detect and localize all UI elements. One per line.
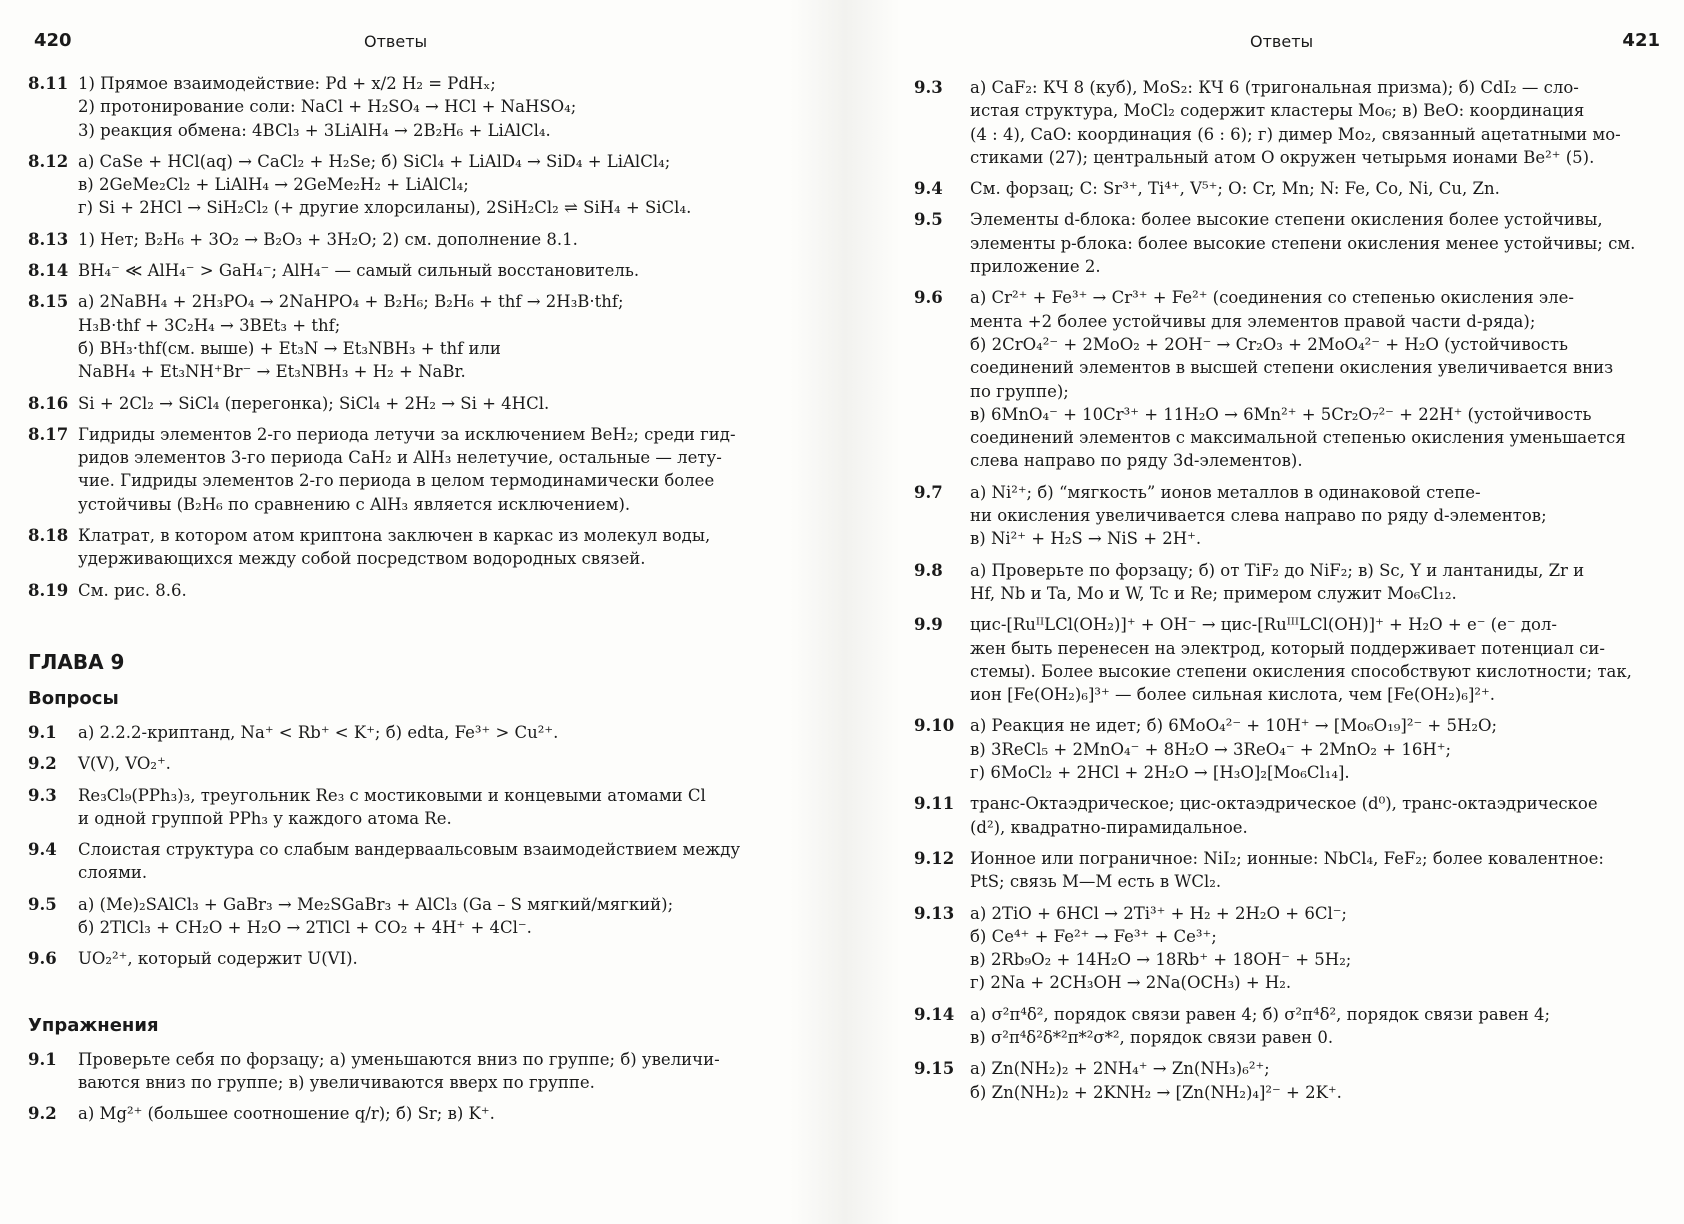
answer-text	[78, 838, 768, 885]
answer-number: 9.13	[914, 903, 955, 923]
right-page	[900, 0, 1680, 1224]
answer-line: Слоистая структура со слабым вандерваальсовым взаимодействием между	[78, 840, 741, 860]
answer-line: а) Cr²⁺ + Fe³⁺ → Cr³⁺ + Fe²⁺ (соединения со степенью окисления эле-	[970, 288, 1574, 308]
answer-number: 9.6	[914, 288, 943, 308]
answer-text	[78, 423, 768, 516]
answer-line: H₃B·thf + 3C₂H₄ → 3BEt₃ + thf;	[78, 315, 341, 335]
answer-line: слоями.	[78, 863, 148, 883]
answer-text	[970, 481, 1654, 551]
answer-text	[78, 947, 768, 970]
section-questions-heading: Вопросы	[28, 687, 119, 709]
answer-text	[78, 579, 768, 602]
answer-text	[78, 290, 768, 383]
answer-line: (d²), квадратно-пирамидальное.	[970, 817, 1248, 837]
answer-line: Проверьте себя по форзацу; а) уменьшаются вниз по группе; б) увеличи-	[78, 1049, 720, 1069]
answer-number: 9.12	[914, 848, 955, 868]
answer-item	[914, 177, 1654, 200]
answer-line: (4 : 4), CaO: координация (6 : 6); г) димер Mo₂, связанный ацетатными мо-	[970, 124, 1621, 144]
answer-number: 9.3	[914, 78, 943, 97]
answer-line: 3) реакция обмена: 4BCl₃ + 3LiAlH₄ → 2B₂H₆ + LiAlCl₄.	[78, 120, 551, 140]
answer-text	[970, 902, 1654, 995]
answer-number: 9.14	[914, 1004, 955, 1024]
answer-text	[970, 286, 1654, 472]
left-page-content	[28, 72, 768, 1134]
section-exercises-heading: Упражнения	[28, 1014, 159, 1036]
running-head: Ответы	[364, 32, 428, 51]
answer-line: в) 3ReCl₅ + 2MnO₄⁻ + 8H₂O → 3ReO₄⁻ + 2MnO₂ + 16H⁺;	[970, 739, 1451, 759]
answer-line: в) 2Rb₉O₂ + 14H₂O → 18Rb⁺ + 18OH⁻ + 5H₂;	[970, 950, 1352, 970]
answer-number: 9.7	[914, 482, 943, 502]
answer-text	[78, 259, 768, 282]
answer-item	[914, 559, 1654, 606]
answer-text	[970, 76, 1654, 169]
answer-item	[28, 72, 768, 142]
page-number: 420	[34, 30, 72, 51]
answer-line: ваются вниз по группе; в) увеличиваются вверх по группе.	[78, 1072, 595, 1092]
answer-item	[28, 259, 768, 282]
answer-number: 9.1	[28, 722, 57, 742]
answer-number: 8.11	[28, 74, 69, 93]
answer-line: в) Ni²⁺ + H₂S → NiS + 2H⁺.	[970, 529, 1202, 549]
answer-line: Ионное или пограничное: NiI₂; ионные: NbCl₄, FeF₂; более ковалентное:	[970, 848, 1604, 868]
answer-text	[78, 392, 768, 415]
chapter-title: ГЛАВА 9	[28, 649, 125, 674]
answer-item	[28, 752, 768, 775]
answer-text	[970, 177, 1654, 200]
answer-text	[78, 1048, 768, 1095]
answer-item	[28, 1048, 768, 1095]
right-page-content	[914, 76, 1654, 1112]
answer-line: а) CaSe + HCl(aq) → CaCl₂ + H₂Se; б) SiCl₄ + LiAlD₄ → SiD₄ + LiAlCl₄;	[78, 151, 671, 171]
answer-line: Si + 2Cl₂ → SiCl₄ (перегонка); SiCl₄ + 2H₂ → Si + 4HCl.	[78, 393, 550, 413]
answer-text	[970, 613, 1654, 706]
answer-line: чие. Гидриды элементов 2-го периода в целом термодинамически более	[78, 471, 715, 491]
answer-text	[78, 752, 768, 775]
answer-number: 9.5	[914, 210, 943, 230]
answer-item	[914, 1057, 1654, 1104]
answer-text	[78, 721, 768, 744]
answer-item	[28, 784, 768, 831]
answer-text	[78, 524, 768, 571]
answer-number: 9.4	[914, 179, 943, 199]
answer-item	[914, 481, 1654, 551]
answer-number: 8.13	[28, 229, 69, 249]
answer-text	[970, 208, 1654, 278]
answer-line: См. форзац; C: Sr³⁺, Ti⁴⁺, V⁵⁺; O: Cr, Mn; N: Fe, Co, Ni, Cu, Zn.	[970, 179, 1500, 199]
exercises-list	[28, 1048, 768, 1126]
answer-line: стемы). Более высокие степени окисления способствуют кислотности; так,	[970, 661, 1632, 681]
answer-line: и одной группой PPh₃ у каждого атома Re.	[78, 808, 452, 828]
answer-item	[914, 902, 1654, 995]
answer-text	[970, 1057, 1654, 1104]
answer-line: цис-[RuᴵᴵLCl(OH₂)]⁺ + OH⁻ → цис-[RuᴵᴵᴵLCl(OH)]⁺ + H₂O + e⁻ (e⁻ дол-	[970, 615, 1557, 635]
answer-line: а) Ni²⁺; б) “мягкость” ионов металлов в одинаковой степе-	[970, 482, 1481, 502]
answer-line: Элементы d-блока: более высокие степени окисления более устойчивы,	[970, 210, 1603, 230]
answer-line: соединений элементов с максимальной степенью окисления уменьшается	[970, 428, 1626, 448]
answers-chapter-9	[914, 76, 1654, 1104]
answer-number: 9.1	[28, 1049, 57, 1069]
answer-text	[970, 559, 1654, 606]
answer-number: 9.2	[28, 1104, 57, 1124]
answer-text	[78, 150, 768, 220]
answer-line: ни окисления увеличивается слева направо по ряду d-элементов;	[970, 506, 1547, 526]
page-number: 421	[1622, 30, 1660, 51]
answer-number: 8.18	[28, 526, 69, 546]
questions-list	[28, 721, 768, 971]
answer-item	[914, 286, 1654, 472]
answer-item	[28, 1102, 768, 1125]
answer-line: а) 2.2.2-криптанд, Na⁺ < Rb⁺ < K⁺; б) edta, Fe³⁺ > Cu²⁺.	[78, 722, 559, 742]
running-head: Ответы	[1250, 32, 1314, 51]
answer-line: в) 6MnO₄⁻ + 10Cr³⁺ + 11H₂O → 6Mn²⁺ + 5Cr₂O₇²⁻ + 22H⁺ (устойчивость	[970, 404, 1592, 424]
gutter-shadow	[790, 0, 900, 1224]
answer-line: г) Si + 2HCl → SiH₂Cl₂ (+ другие хлорсиланы), 2SiH₂Cl₂ ⇌ SiH₄ + SiCl₄.	[78, 198, 692, 218]
answer-line: Клатрат, в котором атом криптона заключен в каркас из молекул воды,	[78, 526, 711, 546]
answer-line: элементы p-блока: более высокие степени окисления менее устойчивы; см.	[970, 233, 1636, 253]
answer-line: жен быть перенесен на электрод, который поддерживает потенциал си-	[970, 638, 1605, 658]
answer-line: истая структура, MoCl₂ содержит кластеры Mo₆; в) BeO: координация	[970, 101, 1585, 121]
answer-line: стиками (27); центральный атом O окружен четырьмя ионами Be²⁺ (5).	[970, 147, 1595, 167]
answer-text	[970, 714, 1654, 784]
answer-line: 2) протонирование соли: NaCl + H₂SO₄ → HCl + NaHSO₄;	[78, 97, 577, 117]
answer-item	[914, 208, 1654, 278]
answer-number: 8.16	[28, 393, 69, 413]
answer-line: а) 2NaBH₄ + 2H₃PO₄ → 2NaHPO₄ + B₂H₆; B₂H₆ + thf → 2H₃B·thf;	[78, 292, 624, 312]
answer-text	[970, 1003, 1654, 1050]
answer-number: 9.11	[914, 794, 955, 814]
answer-text	[78, 784, 768, 831]
answer-line: удерживающихся между собой посредством водородных связей.	[78, 549, 646, 569]
answer-number: 8.17	[28, 424, 69, 444]
answer-line: б) Zn(NH₂)₂ + 2KNH₂ → [Zn(NH₂)₄]²⁻ + 2K⁺.	[970, 1082, 1342, 1102]
answer-item	[28, 947, 768, 970]
answer-line: 1) Нет; B₂H₆ + 3O₂ → B₂O₃ + 3H₂O; 2) см. дополнение 8.1.	[78, 229, 578, 249]
answer-item	[28, 893, 768, 940]
answer-number: 9.9	[914, 615, 943, 635]
answer-item	[28, 838, 768, 885]
answer-line: ион [Fe(OH₂)₆]³⁺ — более сильная кислота, чем [Fe(OH₂)₆]²⁺.	[970, 685, 1495, 705]
answer-line: б) Ce⁴⁺ + Fe²⁺ → Fe³⁺ + Ce³⁺;	[970, 926, 1217, 946]
answer-item	[914, 714, 1654, 784]
answer-item	[28, 423, 768, 516]
answer-line: а) Mg²⁺ (большее соотношение q/r); б) Sr; в) K⁺.	[78, 1104, 495, 1124]
answer-line: а) (Me)₂SAlCl₃ + GaBr₃ → Me₂SGaBr₃ + AlCl₃ (Ga – S мягкий/мягкий);	[78, 894, 674, 914]
answer-number: 8.12	[28, 151, 69, 171]
answer-line: устойчивы (B₂H₆ по сравнению с AlH₃ является исключением).	[78, 494, 631, 514]
answer-line: Hf, Nb и Ta, Mo и W, Tc и Re; примером служит Mo₆Cl₁₂.	[970, 583, 1457, 603]
answer-line: а) σ²π⁴δ², порядок связи равен 4; б) σ²π⁴δ², порядок связи равен 4;	[970, 1004, 1551, 1024]
answer-line: г) 2Na + 2CH₃OH → 2Na(OCH₃) + H₂.	[970, 973, 1292, 993]
answer-number: 9.8	[914, 560, 943, 580]
answer-line: в) σ²π⁴δ²δ*²π*²σ*², порядок связи равен 0.	[970, 1027, 1334, 1047]
answer-line: б) 2TlCl₃ + CH₂O + H₂O → 2TlCl + CO₂ + 4H⁺ + 4Cl⁻.	[78, 918, 532, 938]
answer-number: 8.14	[28, 261, 69, 281]
answer-text	[78, 228, 768, 251]
answer-line: а) 2TiO + 6HCl → 2Ti³⁺ + H₂ + 2H₂O + 6Cl⁻;	[970, 903, 1347, 923]
answer-item	[28, 228, 768, 251]
answer-number: 8.19	[28, 580, 69, 600]
answer-line: а) Zn(NH₂)₂ + 2NH₄⁺ → Zn(NH₃)₆²⁺;	[970, 1059, 1270, 1079]
answer-item	[28, 579, 768, 602]
answer-line: транс-Октаэдрическое; цис-октаэдрическое (d⁰), транс-октаэдрическое	[970, 794, 1598, 814]
answer-number: 9.3	[28, 785, 57, 805]
answer-text	[78, 1102, 768, 1125]
answer-number: 8.15	[28, 292, 69, 312]
answer-item	[28, 524, 768, 571]
left-page	[0, 0, 790, 1224]
answer-line: NaBH₄ + Et₃NH⁺Br⁻ → Et₃NBH₃ + H₂ + NaBr.	[78, 362, 466, 382]
answer-number: 9.10	[914, 716, 955, 736]
answer-number: 9.5	[28, 894, 57, 914]
answer-line: а) CaF₂: КЧ 8 (куб), MoS₂: КЧ 6 (тригональная призма); б) CdI₂ — сло-	[970, 78, 1579, 97]
answer-number: 9.6	[28, 949, 57, 969]
answer-item	[914, 792, 1654, 839]
answer-line: BH₄⁻ ≪ AlH₄⁻ > GaH₄⁻; AlH₄⁻ — самый сильный восстановитель.	[78, 261, 640, 281]
answer-line: приложение 2.	[970, 257, 1101, 277]
answer-text	[78, 72, 768, 142]
answer-number: 9.2	[28, 754, 57, 774]
answer-line: в) 2GeMe₂Cl₂ + LiAlH₄ → 2GeMe₂H₂ + LiAlCl₄;	[78, 175, 469, 195]
answer-number: 9.15	[914, 1059, 955, 1079]
answer-line: а) Проверьте по форзацу; б) от TiF₂ до NiF₂; в) Sc, Y и лантаниды, Zr и	[970, 560, 1585, 580]
answer-text	[970, 792, 1654, 839]
answer-item	[914, 847, 1654, 894]
answer-line: мента +2 более устойчивы для элементов правой части d-ряда);	[970, 311, 1536, 331]
answer-line: по группе);	[970, 381, 1069, 401]
answers-chapter-8	[28, 72, 768, 602]
answer-line: V(V), VO₂⁺.	[78, 754, 171, 774]
answer-line: UO₂²⁺, который содержит U(VI).	[78, 949, 358, 969]
answer-line: б) BH₃·thf(см. выше) + Et₃N → Et₃NBH₃ + thf или	[78, 338, 501, 358]
answer-line: а) Реакция не идет; б) 6MoO₄²⁻ + 10H⁺ → [Mo₆O₁₉]²⁻ + 5H₂O;	[970, 716, 1498, 736]
answer-line: слева направо по ряду 3d-элементов).	[970, 451, 1303, 471]
answer-item	[28, 290, 768, 383]
answer-line: Гидриды элементов 2-го периода летучи за исключением BeH₂; среди гид-	[78, 424, 736, 444]
answer-line: 1) Прямое взаимодействие: Pd + x/2 H₂ = PdHₓ;	[78, 74, 496, 93]
answer-line: PtS; связь M—M есть в WCl₂.	[970, 872, 1222, 892]
answer-item	[28, 392, 768, 415]
answer-item	[28, 721, 768, 744]
answer-line: г) 6MoCl₂ + 2HCl + 2H₂O → [H₃O]₂[Mo₆Cl₁₄].	[970, 763, 1350, 783]
answer-item	[914, 1003, 1654, 1050]
answer-text	[970, 847, 1654, 894]
answer-line: б) 2CrO₄²⁻ + 2MoO₂ + 2OH⁻ → Cr₂O₃ + 2MoO₄²⁻ + H₂O (устойчивость	[970, 334, 1569, 354]
answer-number: 9.4	[28, 840, 57, 860]
answer-line: Re₃Cl₉(PPh₃)₃, треугольник Re₃ с мостиковыми и концевыми атомами Cl	[78, 785, 706, 805]
answer-text	[78, 893, 768, 940]
answer-item	[914, 76, 1654, 169]
answer-line: ридов элементов 3-го периода CaH₂ и AlH₃ нелетучие, остальные — лету-	[78, 448, 722, 468]
answer-line: соединений элементов в высшей степени окисления увеличивается вниз	[970, 358, 1614, 378]
answer-line: См. рис. 8.6.	[78, 580, 187, 600]
answer-item	[914, 613, 1654, 706]
answer-item	[28, 150, 768, 220]
